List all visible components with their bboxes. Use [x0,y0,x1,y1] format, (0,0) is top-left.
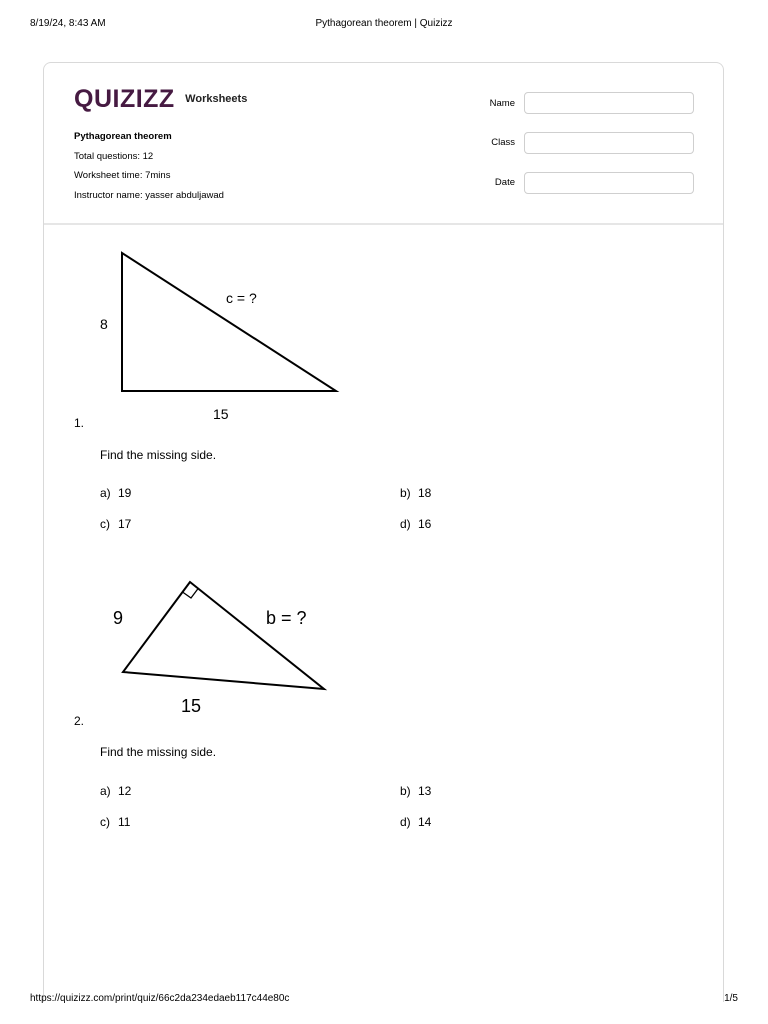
question-1-option-c: c) 17 [100,517,132,531]
question-1-option-a: a) 19 [100,486,132,500]
hypotenuse-label: c = ? [226,290,257,306]
question-1-text: Find the missing side. [100,448,217,462]
worksheet-time: Worksheet time: 7mins [74,170,171,181]
worksheet-meta [74,127,224,205]
print-footer [30,993,738,1009]
worksheet-title: Pythagorean theorem [74,131,172,142]
instructor-name: Instructor name: yasser abduljawad [74,189,224,201]
brand [74,85,247,111]
side-base-label: 15 [181,696,202,716]
question-1-option-d: d) 16 [400,517,432,531]
date-label: Date [494,177,515,188]
question-2-text: Find the missing side. [100,745,217,759]
worksheet-sheet [43,62,724,1002]
side-left-label: 9 [113,608,124,628]
question-2-option-d: d) 14 [400,815,432,829]
question-1-option-b: b) 18 [400,486,432,500]
print-header [30,18,738,34]
question-2-number: 2. [74,714,85,728]
question-2-option-a: a) 12 [100,784,132,798]
print-datetime: 8/19/24, 8:43 AM [30,18,106,29]
quizizz-logo: QUIZIZZ [74,85,175,113]
right-triangle-shape [122,253,336,391]
class-field[interactable] [524,132,694,154]
worksheet-header [44,63,723,225]
question-2-option-b: b) 13 [400,784,432,798]
class-label: Class [491,137,515,148]
name-field[interactable] [524,92,694,114]
right-triangle-shape [123,582,324,689]
brand-subtitle: Worksheets [185,92,248,105]
print-url: https://quizizz.com/print/quiz/66c2da234edaeb117c44e80c [30,993,290,1004]
date-field[interactable] [524,172,694,194]
name-label: Name [489,98,515,109]
side-vertical-label: 8 [100,316,108,332]
question-2-triangle-figure [95,572,345,722]
question-1-triangle-figure [95,245,345,425]
side-right-label: b = ? [266,608,307,628]
print-page-title: Pythagorean theorem | Quizizz [315,18,453,29]
question-1-number: 1. [74,416,85,430]
total-questions: Total questions: 12 [74,150,154,162]
question-2-option-c: c) 11 [100,815,131,829]
page-indicator: 1/5 [724,993,738,1004]
side-base-label: 15 [213,406,229,422]
